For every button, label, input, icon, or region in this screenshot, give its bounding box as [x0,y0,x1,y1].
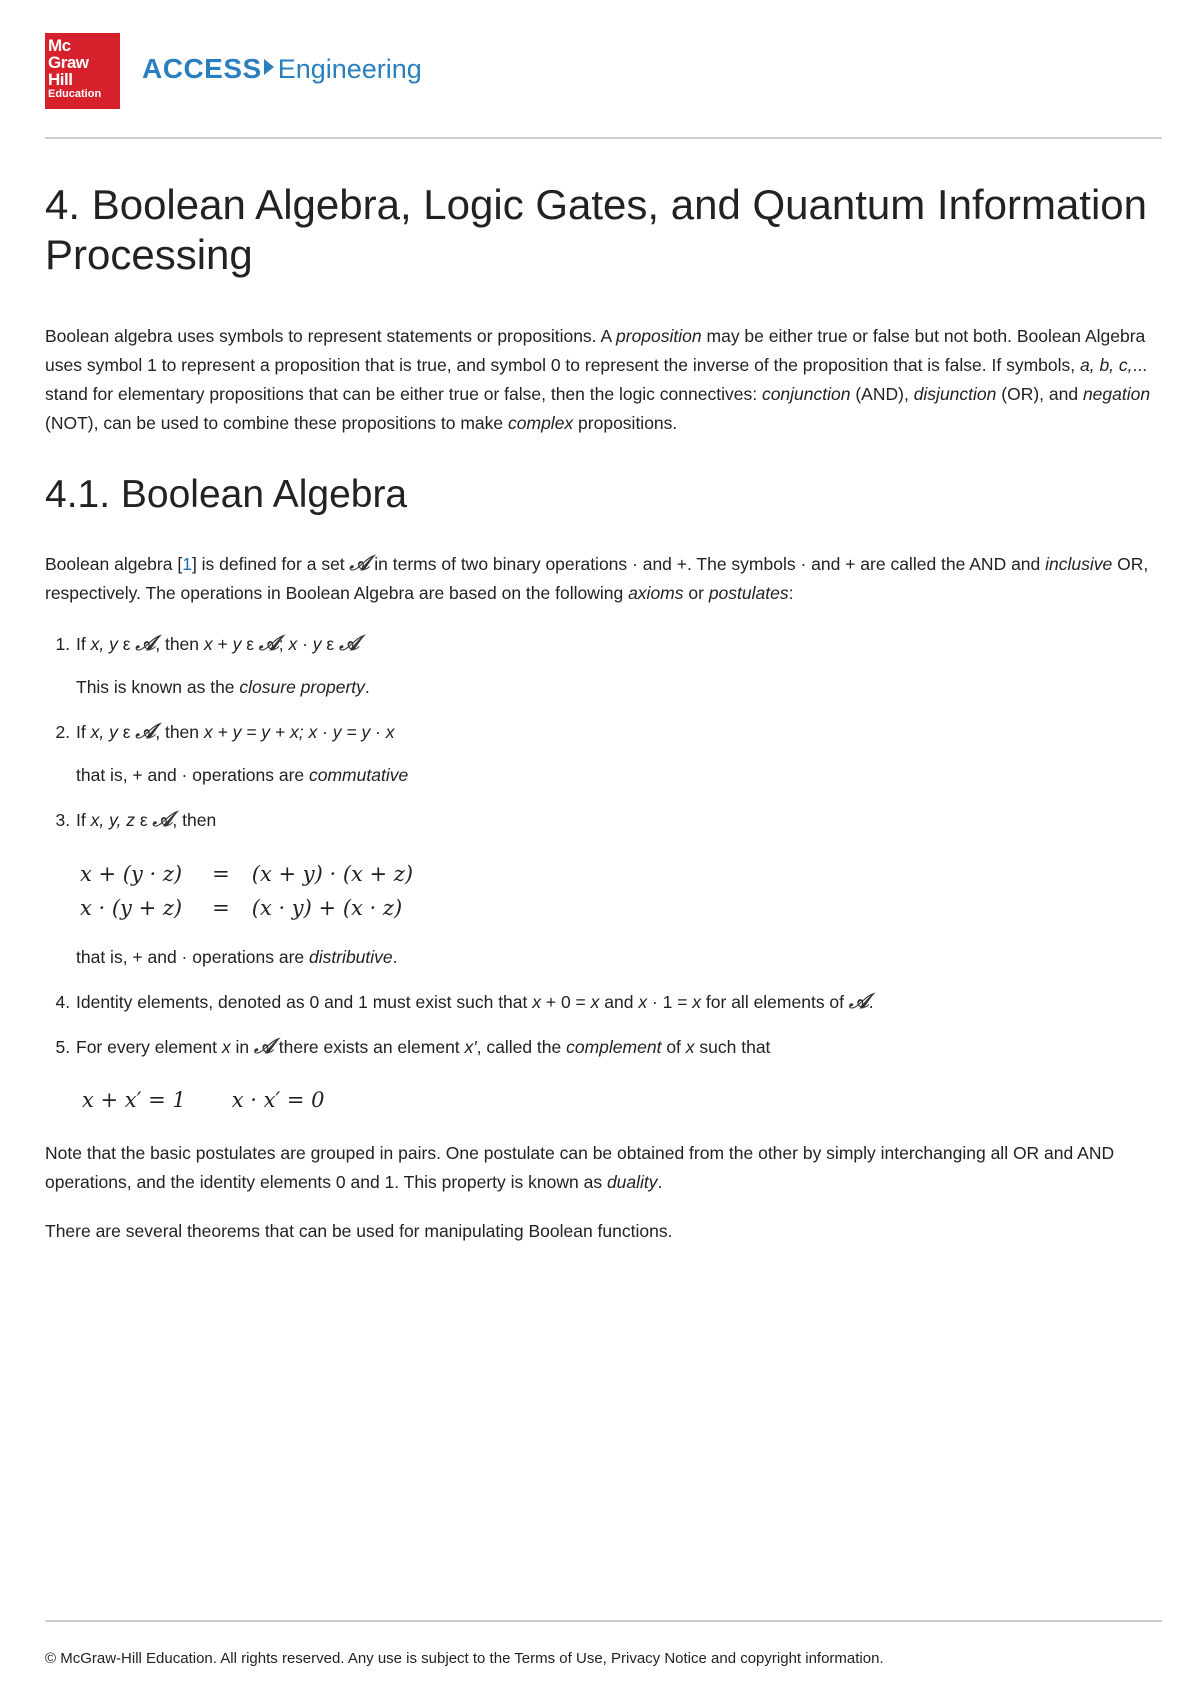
equation: x · x′ = 0 [231,1088,325,1112]
text: ... stand for elementary propositions that can be either true or false, then the logic connectives: [45,355,1148,404]
list-item [75,1031,1160,1115]
text: ε [241,634,259,654]
equation-table [80,857,421,925]
text: Boolean algebra [ [45,554,183,574]
text-em: complement [566,1037,662,1057]
logo-access-text: ACCESS [142,53,262,84]
definition-paragraph [45,548,1160,608]
text-em: x, y [90,722,118,742]
equals-sign: = [212,896,230,920]
set-symbol: 𝒜 [135,630,156,655]
text: that is, + and · operations are [76,947,309,967]
set-symbol: 𝒜 [254,1033,274,1058]
text: propositions. [573,413,678,433]
text: ε [135,810,153,830]
text-em: y [312,634,322,654]
text: such that [694,1037,771,1057]
equation-lhs: x · (y + z) [80,896,183,920]
set-symbol: 𝒜 [152,806,173,831]
text: ] is defined for a set [191,554,350,574]
list-item [75,716,1160,790]
text-em: x, y [90,634,118,654]
text-em: inclusive [1045,554,1113,574]
text: . [657,1172,663,1192]
text-em: x [221,1037,231,1057]
page-title: 4. Boolean Algebra, Logic Gates, and Quantum Information Processing [45,181,1148,278]
text: that is, + and · operations are [76,765,309,785]
text-em: x [638,992,648,1012]
text: : [788,583,794,603]
text-em: negation [1082,384,1151,404]
item-note [76,943,1160,972]
text-em: x [532,992,541,1012]
intro-paragraph [45,322,1160,438]
text: there exists an element [273,1037,465,1057]
text: OR, respectively. The operations in Boolean Algebra are based on the following [45,554,1149,603]
logo-line: Mc [48,36,71,55]
text-em: closure property [239,677,365,697]
math-expression: x + y = y + x; x · y = y · x [203,722,395,742]
text: for all elements of [701,992,849,1012]
text-em: x' [464,1037,477,1057]
text-em: x, y, z [90,810,135,830]
text: , then [172,810,217,830]
text: · [297,634,313,654]
set-symbol: 𝒜 [258,630,279,655]
text: (NOT), can be used to combine these propositions to make [45,413,509,433]
mcgraw-hill-logo[interactable] [45,33,120,109]
section-heading: 4.1. Boolean Algebra [45,473,408,516]
play-arrow-icon [264,59,274,75]
text: + [212,634,233,654]
text: , then [155,634,204,654]
text: Note that the basic postulates are grouped in pairs. One postulate can be obtained from the other by simply interchanging all OR and AND operations, and the identity elements 0 and 1. This property is known as [45,1143,1115,1192]
text: For every element [76,1037,222,1057]
text-em: a, b, c, [1079,355,1133,375]
page-header [45,33,1162,138]
text: . [392,947,398,967]
item-note [76,761,1160,790]
text: ; [278,634,289,654]
logo-line: Hill [48,70,73,89]
text: and [599,992,639,1012]
text: ε [117,634,136,654]
set-symbol: 𝒜 [349,550,370,575]
text: (AND), [850,384,914,404]
text-em: axioms [628,583,684,603]
text-em: proposition [616,326,702,346]
text: may be either true or false but not both. Boolean Algebra uses symbol 1 to represent a proposition that is true, and symbol 0 to represent the inverse of the proposition that is false. If symbols, [45,326,1146,375]
list-item [75,986,1160,1017]
header-divider [45,137,1162,139]
access-engineering-logo[interactable] [142,53,422,93]
logo-engineering-text: Engineering [277,54,422,84]
duality-paragraph [45,1139,1160,1197]
logo-line: Graw [48,53,89,72]
item-note [76,673,1160,702]
text-em: distributive [309,947,393,967]
equation-row [80,857,421,891]
text: , then [155,722,204,742]
equation-row [80,891,421,925]
set-symbol: 𝒜 [135,718,156,743]
text-em: disjunction [913,384,997,404]
text-em: complex [508,413,574,433]
text: Identity elements, denoted as 0 and 1 must exist such that [76,992,533,1012]
text: . [868,992,874,1012]
text-em: x [692,992,702,1012]
text-em: commutative [309,765,409,785]
text: If [76,722,91,742]
text: ε [321,634,340,654]
reference-link[interactable]: 1 [182,554,192,574]
text: ε [117,722,136,742]
logo-line: Education [48,88,102,100]
list-item [75,628,1160,702]
main-content [45,180,1160,1266]
text-em: postulates [708,583,789,603]
equation: x + x′ = 1 [82,1088,186,1112]
text-em: conjunction [761,384,851,404]
text: This is known as the [76,677,240,697]
equation-rhs: (x + y) · (x + z) [251,862,414,886]
text: · 1 = [647,992,693,1012]
text: If [76,634,91,654]
text: or [683,583,709,603]
text: + 0 = [541,992,591,1012]
text: Boolean algebra uses symbols to represent statements or propositions. A [45,326,617,346]
footer-divider [45,1620,1162,1622]
text: in [230,1037,254,1057]
postulates-list [45,628,1160,1115]
text-em: x [203,634,213,654]
text-em: x [288,634,298,654]
list-item [75,804,1160,972]
text-em: y [232,634,242,654]
complement-equations [82,1086,1160,1115]
set-symbol: 𝒜 [339,630,359,655]
text-em: duality [606,1172,658,1192]
theorems-paragraph: There are several theorems that can be used for manipulating Boolean functions. [45,1221,673,1241]
distributive-equations [80,857,1160,925]
set-symbol: 𝒜 [848,988,869,1013]
text: (OR), and [996,384,1083,404]
equation-lhs: x + (y · z) [80,862,183,886]
text: If [76,810,91,830]
text: , called the [476,1037,567,1057]
text-em: x [590,992,600,1012]
copyright-footer: © McGraw-Hill Education. All rights reserved. Any use is subject to the Terms of Use, Privacy Notice and copyright information. [45,1650,884,1667]
equals-sign: = [212,862,230,886]
text: in terms of two binary operations · and +. The symbols · and + are called the AND and [369,554,1046,574]
equation-rhs: (x · y) + (x · z) [251,896,403,920]
text-em: x [685,1037,695,1057]
text: . [364,677,370,697]
text: of [661,1037,686,1057]
